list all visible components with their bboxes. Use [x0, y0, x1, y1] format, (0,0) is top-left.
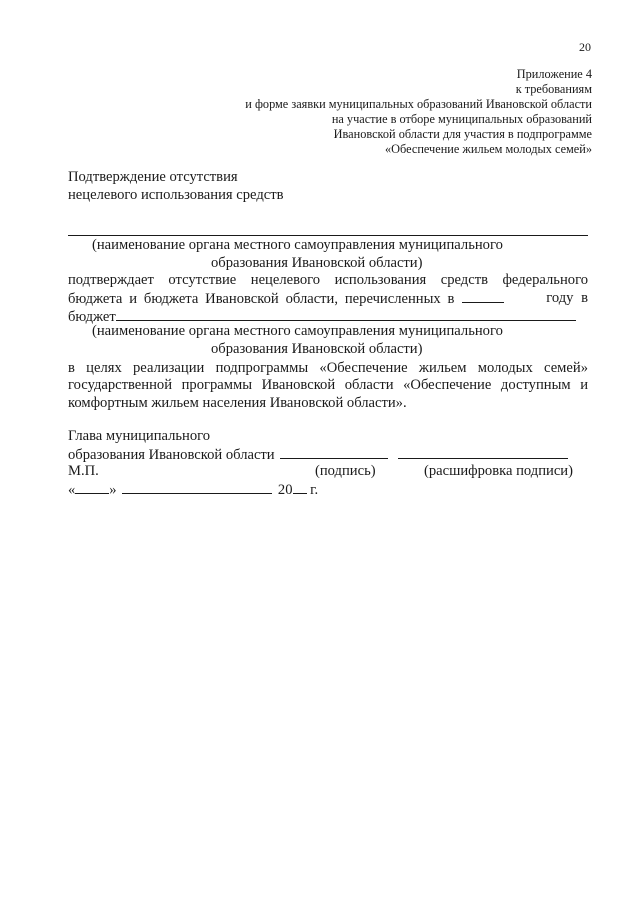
body2-line-2: государственной программы Ивановской области «Обеспечение доступным и [68, 377, 588, 393]
org-caption-line-2: образования Ивановской области) [211, 255, 423, 271]
signature-head-line-1: Глава муниципального [68, 428, 211, 444]
body1-line-1: подтверждает отсутствие нецелевого использования средств федерального [68, 272, 588, 288]
appendix-line-1: Приложение 4 [516, 67, 592, 81]
body1-line-2-suffix: году в [546, 290, 588, 306]
stamp-label: М.П. [68, 463, 99, 479]
signature-decode-fill-blank [398, 446, 568, 459]
signature-head-line-2 [68, 446, 568, 464]
appendix-line-3: и форме заявки муниципальных образований Ивановской области [245, 97, 592, 111]
body1-line-2-text: бюджета и бюджета Ивановской области, перечисленных в [68, 291, 455, 307]
org-caption2-line-1: (наименование органа местного самоуправления муниципального [92, 323, 503, 339]
page-number: 20 [579, 40, 591, 54]
appendix-line-5: Ивановской области для участия в подпрограмме [333, 127, 592, 141]
appendix-line-6: «Обеспечение жильем молодых семей» [384, 142, 592, 156]
signature-fill-blank [280, 446, 388, 459]
body2-line-1: в целях реализации подпрограммы «Обеспечение жильем молодых семей» [68, 360, 588, 376]
heading-line-1: Подтверждение отсутствия [68, 169, 238, 185]
date-line [68, 481, 318, 499]
decode-caption: (расшифровка подписи) [424, 463, 573, 479]
budget-fill-blank [116, 307, 576, 321]
appendix-line-2: к требованиям [515, 82, 592, 96]
org-caption2-line-2: образования Ивановской области) [211, 341, 423, 357]
date-open-quote: « [68, 482, 76, 498]
year-digits-fill-blank [293, 481, 307, 494]
day-fill-blank [75, 481, 109, 494]
date-close-quote: » [109, 482, 117, 498]
signature-head-line-2-text: образования Ивановской области [68, 447, 275, 463]
appendix-line-4: на участие в отборе муниципальных образований [331, 112, 592, 126]
sign-caption: (подпись) [315, 463, 376, 479]
body1-line-2 [68, 290, 588, 308]
year-suffix: г. [310, 482, 319, 498]
year-prefix: 20 [277, 482, 293, 498]
org-name-fill-line [68, 235, 588, 236]
year-fill-blank [462, 290, 504, 303]
body1-line-3-text: бюджет [68, 309, 116, 325]
month-fill-blank [122, 481, 272, 494]
org-caption-line-1: (наименование органа местного самоуправления муниципального [92, 237, 503, 253]
body2-line-3: комфортным жильем населения Ивановской области». [68, 395, 407, 411]
heading-line-2: нецелевого использования средств [68, 187, 284, 203]
